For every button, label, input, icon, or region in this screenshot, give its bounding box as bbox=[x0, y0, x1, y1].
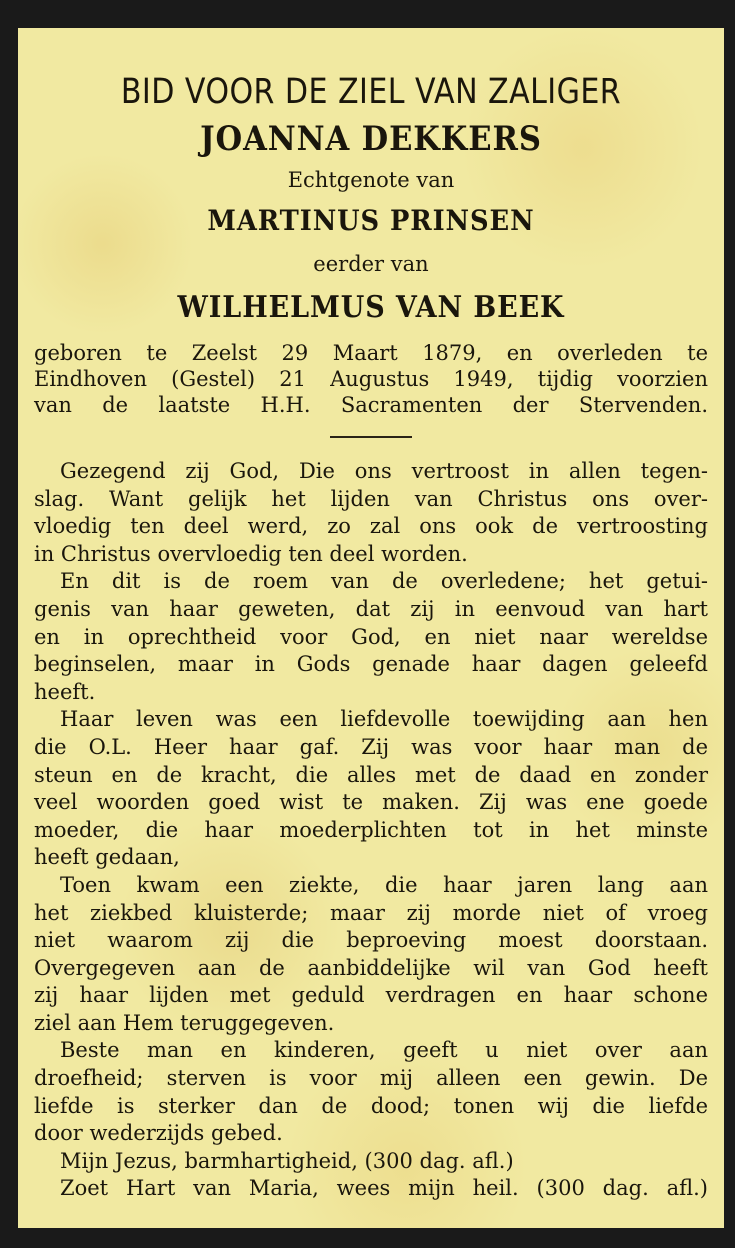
text-line: ziel aan Hem teruggegeven. bbox=[34, 1010, 335, 1035]
biography bbox=[34, 340, 708, 418]
text-line: heeft. bbox=[34, 679, 96, 704]
text-line: Overgegeven aan de aanbiddelijke wil van God heeft bbox=[34, 955, 708, 980]
text-line: slag. Want gelijk het lijden van Christus ons over- bbox=[34, 486, 708, 511]
divider bbox=[330, 436, 412, 438]
text-line: Toen kwam een ziekte, die haar jaren lang aan bbox=[60, 872, 708, 897]
text-line: door wederzijds gebed. bbox=[34, 1121, 283, 1146]
spouse-label: Echtgenote van bbox=[287, 168, 455, 192]
text-line: heeft gedaan, bbox=[34, 845, 180, 870]
text-line: zij haar lijden met geduld verdragen en haar schone bbox=[34, 983, 708, 1008]
text-line: Mijn Jezus, barmhartigheid, (300 dag. afl.) bbox=[60, 1148, 514, 1173]
bio-line: geboren te Zeelst 29 Maart 1879, en overleden te bbox=[34, 341, 708, 365]
text-line: liefde is sterker dan de dood; tonen wij die liefde bbox=[34, 1093, 708, 1118]
text-line: niet waarom zij die beproeving moest doorstaan. bbox=[34, 928, 708, 953]
former-spouse-label: eerder van bbox=[313, 252, 429, 276]
text-line: het ziekbed kluisterde; maar zij morde niet of vroeg bbox=[34, 900, 708, 925]
text-line: Beste man en kinderen, geeft u niet over aan bbox=[60, 1038, 708, 1063]
text-line: in Christus overvloedig ten deel worden. bbox=[34, 541, 468, 566]
text-line: beginselen, maar in Gods genade haar dagen geleefd bbox=[34, 652, 708, 677]
text-line: Haar leven was een liefdevolle toewijding aan hen bbox=[60, 707, 708, 732]
text-line: En dit is de roem van de overledene; het getui- bbox=[60, 569, 708, 594]
text-line: die O.L. Heer haar gaf. Zij was voor haar man de bbox=[34, 734, 708, 759]
deceased-name: JOANNA DEKKERS bbox=[200, 119, 542, 159]
memorial-card bbox=[18, 28, 724, 1228]
card-header bbox=[18, 72, 724, 328]
text-line: Gezegend zij God, Die ons vertroost in allen tegen- bbox=[60, 459, 708, 483]
text-line: en in oprechtheid voor God, en niet naar wereldse bbox=[34, 624, 708, 649]
prayer-intro: BID VOOR DE ZIEL VAN ZALIGER bbox=[120, 72, 622, 112]
memorial-text bbox=[34, 458, 708, 1203]
bio-line: van de laatste H.H. Sacramenten der Stervenden. bbox=[34, 393, 708, 417]
text-line: vloedig ten deel werd, zo zal ons ook de vertroosting bbox=[34, 514, 708, 539]
text-line: Zoet Hart van Maria, wees mijn heil. (300 dag. afl.) bbox=[60, 1176, 708, 1201]
text-line: veel woorden goed wist te maken. Zij was ene goede bbox=[34, 790, 708, 815]
text-line: steun en de kracht, die alles met de daad en zonder bbox=[34, 762, 708, 787]
former-spouse-name: WILHELMUS VAN BEEK bbox=[177, 290, 565, 325]
spouse-name: MARTINUS PRINSEN bbox=[207, 204, 535, 237]
text-line: genis van haar geweten, dat zij in eenvoud van hart bbox=[34, 596, 708, 621]
text-line: moeder, die haar moederplichten tot in het minste bbox=[34, 817, 708, 842]
bio-line: Eindhoven (Gestel) 21 Augustus 1949, tijdig voorzien bbox=[34, 367, 708, 391]
text-line: droefheid; sterven is voor mij alleen een gewin. De bbox=[34, 1066, 708, 1091]
